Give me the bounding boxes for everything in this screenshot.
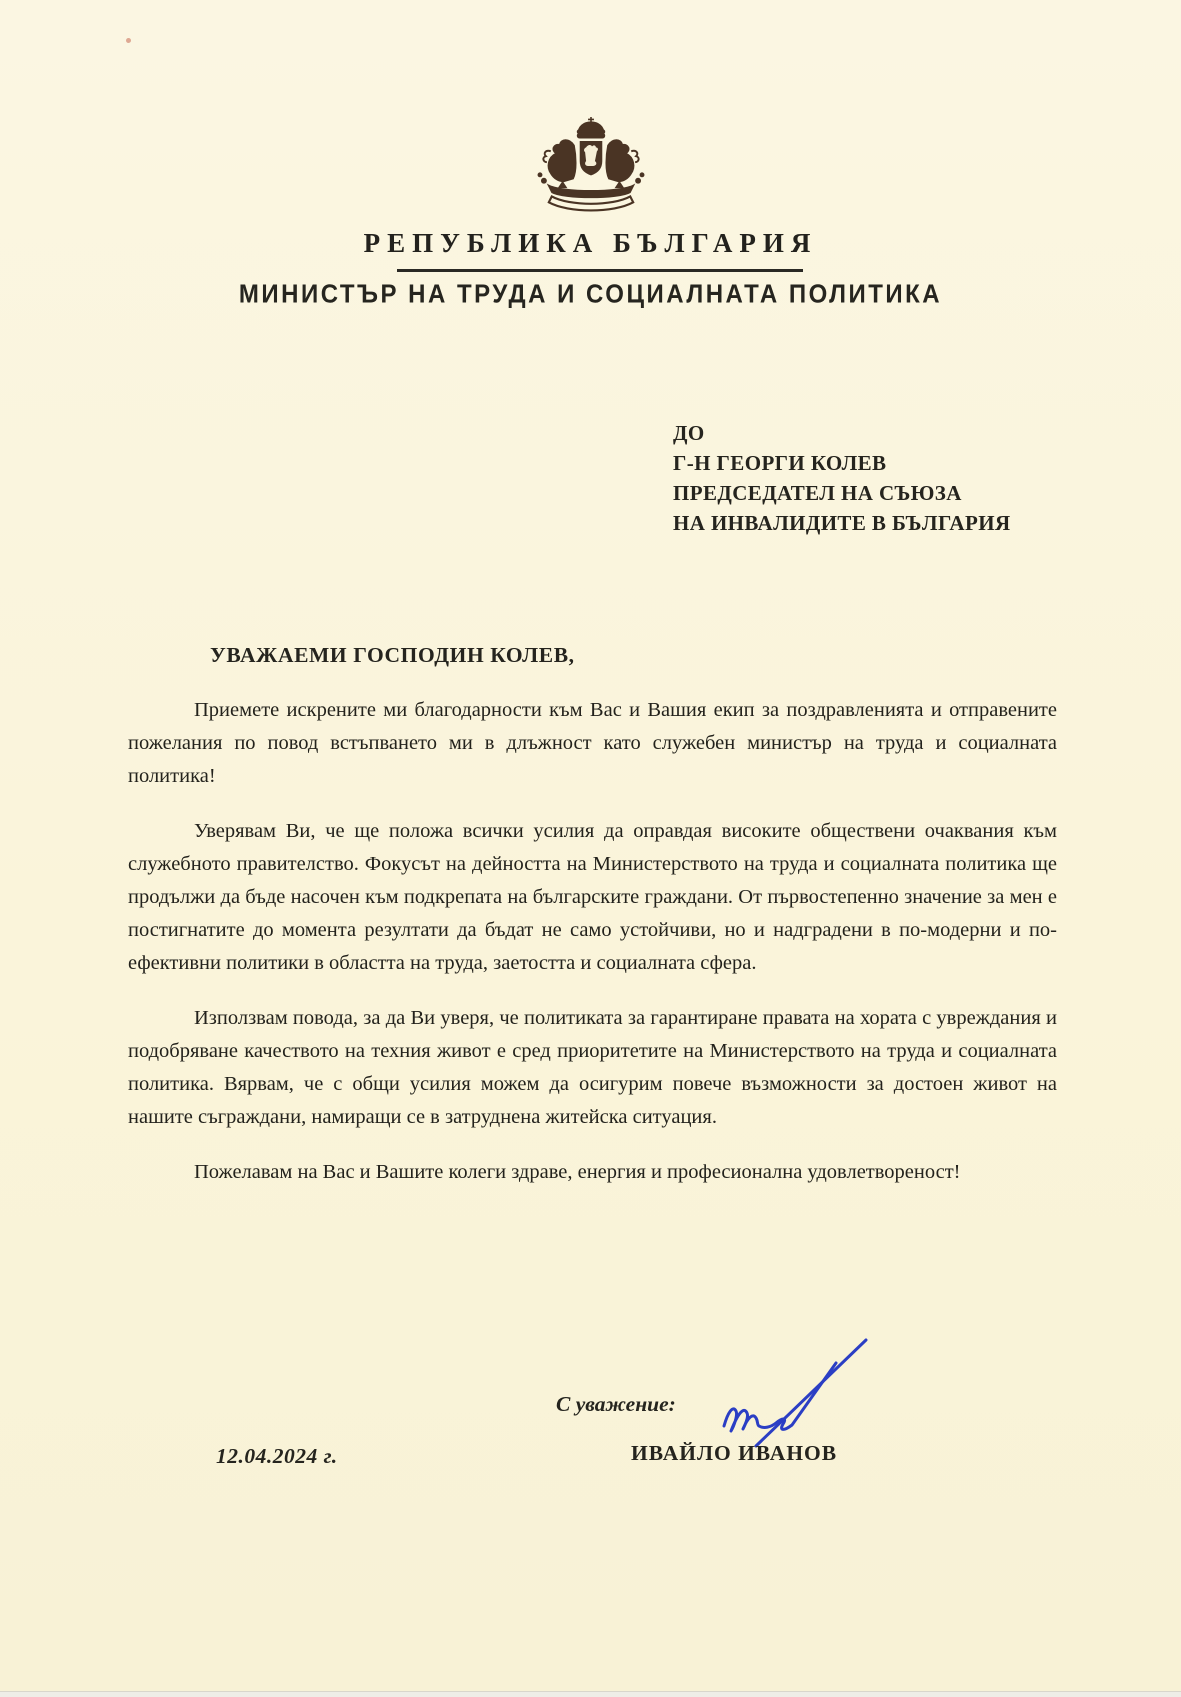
salutation: УВАЖАЕМИ ГОСПОДИН КОЛЕВ, bbox=[210, 643, 575, 667]
recipient-line: НА ИНВАЛИДИТЕ В БЪЛГАРИЯ bbox=[673, 511, 1011, 535]
paragraph: Приемете искрените ми благодарности към Вас и Вашия екип за поздравленията и отправените пожелания по повод встъпването ми в длъжност като служебен министър на труда и социалната политика! bbox=[128, 699, 1057, 787]
signer-name: ИВАЙЛО ИВАНОВ bbox=[631, 1441, 838, 1465]
paragraph: Пожелавам на Вас и Вашите колеги здраве, енергия и професионална удовлетвореност! bbox=[194, 1161, 961, 1183]
recipient-line: ДО bbox=[673, 421, 705, 445]
letter-date: 12.04.2024 г. bbox=[216, 1444, 338, 1468]
republic-title: РЕПУБЛИКА БЪЛГАРИЯ bbox=[363, 228, 818, 258]
title-divider bbox=[397, 269, 803, 272]
recipient-line: Г-Н ГЕОРГИ КОЛЕВ bbox=[673, 451, 887, 475]
paragraph: Уверявам Ви, че ще положа всички усилия да оправдая високите обществени очаквания към служебното правителство. Фокусът на дейността на Министерството на труда и социалната политика ще продължи да бъде насочен към подкрепата на българските граждани. От първостепенно значение за мен е постигнатите до момента резултати да бъдат не само устойчиви, но и надградени в по-модерни и по-ефективни политики в областта на труда, заетостта и социалната сфера. bbox=[128, 820, 1057, 974]
bulgarian-coat-of-arms-icon bbox=[0, 116, 1181, 219]
recipient-line: ПРЕДСЕДАТЕЛ НА СЪЮЗА bbox=[673, 481, 962, 505]
scan-bottom-edge bbox=[0, 1691, 1181, 1697]
scan-speck bbox=[126, 38, 131, 43]
paragraph: Използвам повода, за да Ви уверя, че политиката за гарантиране правата на хората с увреждания и подобряване качеството на техния живот е сред приоритетите на Министерството на труда и социалната политика. Вярвам, че с общи усилия можем да осигурим повече възможности за достоен живот на нашите съграждани, намиращи се в затруднена житейска ситуация. bbox=[128, 1007, 1057, 1128]
ministry-title: МИНИСТЪР НА ТРУДА И СОЦИАЛНАТА ПОЛИТИКА bbox=[238, 279, 943, 310]
handwritten-signature bbox=[694, 1328, 889, 1458]
letter-body bbox=[128, 694, 1057, 1211]
recipient-block bbox=[673, 418, 1011, 538]
closing-phrase: С уважение: bbox=[556, 1392, 676, 1416]
